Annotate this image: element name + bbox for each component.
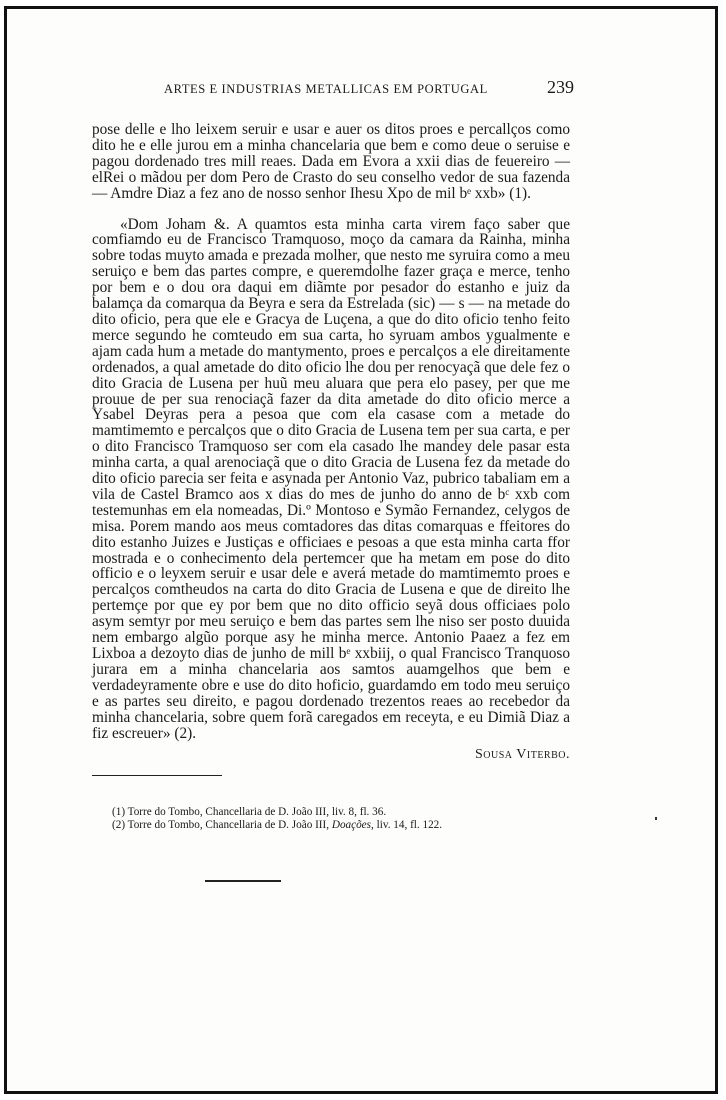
- body-text: [92, 122, 570, 741]
- page-number: 239: [547, 77, 574, 97]
- author-signature: Sousa Viterbo.: [475, 747, 570, 763]
- footnote-2: [112, 819, 570, 832]
- footnote-text-end: liv. 14, fl. 122.: [376, 819, 443, 832]
- footnote-1: [112, 806, 570, 819]
- book-page: [92, 76, 574, 832]
- running-title: ARTES E INDUSTRIAS METALLICAS EM PORTUGAL: [164, 82, 488, 96]
- footnote-text: Torre do Tombo, Chancellaria de D. João III, liv. 8, fl. 36.: [127, 806, 387, 819]
- footnote-marker: (2): [112, 819, 126, 832]
- end-of-article-rule: [205, 880, 281, 882]
- footnote-divider: [92, 775, 222, 776]
- paragraph-royal-letter: «Dom Joham &. A quamtos esta minha carta virem faço saber que comfiamdo eu de Francisco Tramquoso, moço da camara da Rainha, minha sobre todas muyto amada e prezada molher, que nesto me syruira como a meu seruiço e bem das partes compre, e queremdolhe fazer graça e merce, tenho por bem e o dou ora daqui em diãmte por pesador do estanho e juiz da balamça da comarqua da Beyra e sera da Estrelada (sic) — s — na metade do dito oficio, pera que ele e Gracya de Luçena, a que do dito oficio tenho feito merce segundo he comteudo em sua carta, ho syruam ambos ygualmente e ajam cada hum a metade do mantymento, proes e percalços a ele direitamente ordenados, a qual ametade do dito oficio lhe dou per renocyaçã que dele fez o dito Gracia de Lusena per huũ meu aluara que pera elo pasey, per que me prouue de per sua renociaçã fazer da dita ametade do dito oficio merce a Ysabel Deyras pera a pesoa que com ela casase com a metade do mamtimemto e percalços que o dito Gracia de Lusena tem per sua carta, e per o dito Francisco Tramquoso ser com ela casado lhe mandey dele pasar esta minha carta, a qual arenociaçã que o dito Gracia de Lusena fez da metade do dito oficio parecia ser feita e asynada per Antonio Vaz, pubrico tabaliam em a vila de Castel Bramco aos x dias do mes de junho do anno de bᶜ xxb com testemunhas em ela nomeadas, Di.º Montoso e Symão Fernandez, celygos de misa. Porem mando aos meus comtadores das ditas comarquas e ffeitores do dito estanho Juizes e Justiças e officiaes e pesoas a que esta minha carta ffor mostrada e o conhecimento dela pertemcer que ha metam em pose do dito officio e o leyxem seruir e usar dele e averá metade do mamtimemto proes e percalços comtheudos na carta do dito Gracia de Lusena e que de direito lhe pertemçe por que ey por bem que no dito officio seyã dous officiaes polo asym semtyr por meu seruiço e bem das partes sem lhe niso ser posto duuida nem embargo algũo porque asy he minha merce. Antonio Paaez a fez em Lixboa a dezoyto dias de junho de mill bᵉ xxbiij, o qual Francisco Tranquoso jurara em a minha chancelaria aos samtos auamgelhos que bem e verdadeyramente obre e use do dito hoficio, guardamdo em todo meu seruiço e as partes seu direito, e pagou dordenado trezentos reaes ao recebedor da minha chancelaria, sobre quem forã caregados em receyta, e eu Dimiã Diaz a fiz escreuer» (2).: [92, 215, 570, 742]
- footnote-italic-text: Doações,: [331, 819, 374, 832]
- footnotes: [112, 806, 570, 832]
- running-head: [92, 76, 574, 104]
- paragraph-closing-previous-document: pose delle e lho leixem seruir e usar e auer os ditos proes e percallços como dito he e elle jurou em a minha chancelaria que bem e como deue o seruise e pagou dordenado tres mill reaes. Dada em Evora a xxii dias de feuereiro — elRei o mãdou per dom Pero de Crasto do seu conselho vedor de sua fazenda — Amdre Diaz a fez ano de nosso senhor Ihesu Xpo de mil bᵉ xxb» (1).: [92, 121, 570, 202]
- scan-speck: [655, 817, 657, 820]
- footnote-text: Torre do Tombo, Chancellaria de D. João III,: [127, 819, 330, 832]
- footnote-marker: (1): [112, 806, 126, 819]
